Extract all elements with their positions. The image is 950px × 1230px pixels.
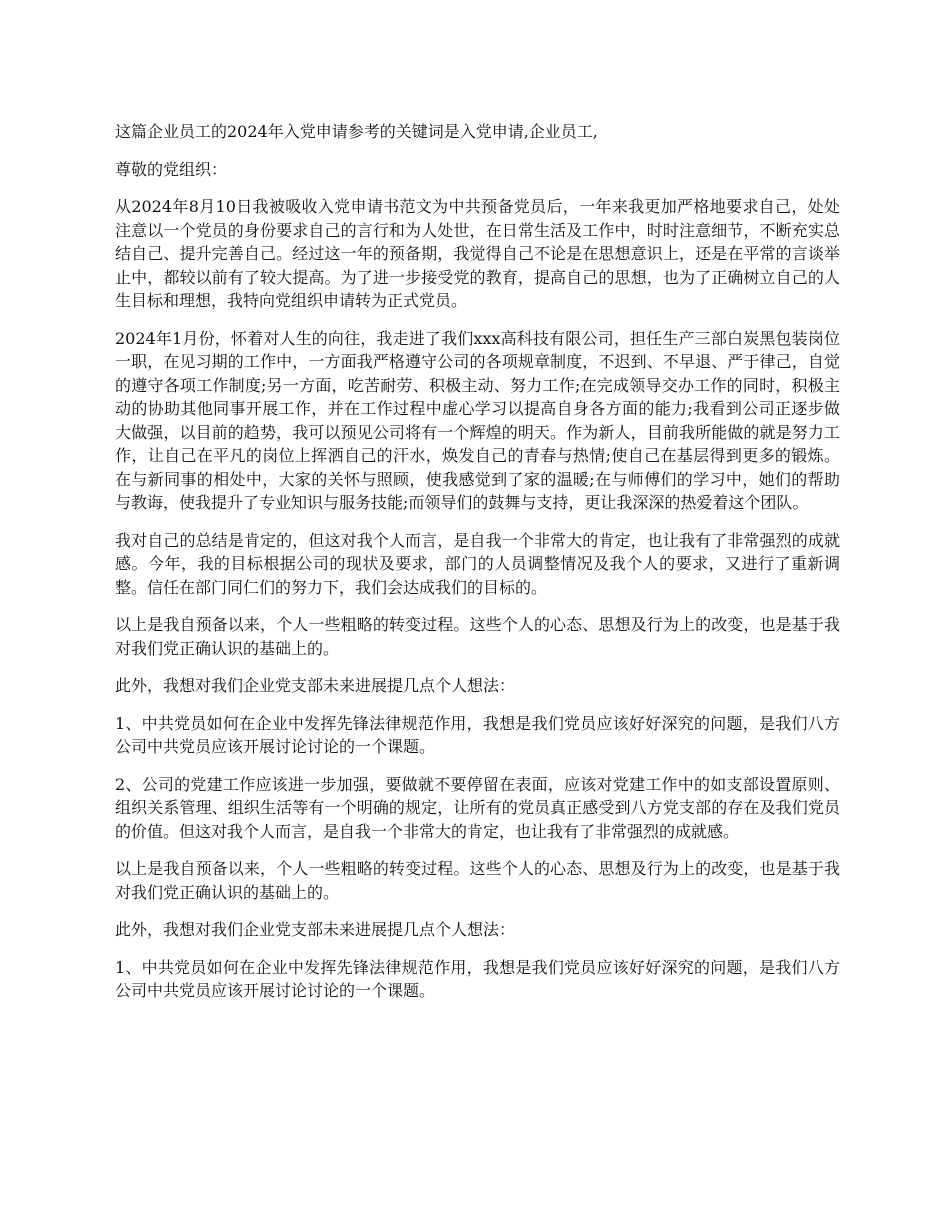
salutation: 尊敬的党组织： bbox=[115, 159, 228, 179]
body-paragraph: 2024年1月份，怀着对人生的向往，我走进了我们xxx高科技有限公司，担任生产三部白炭黑包装岗位一职，在见习期的工作中，一方面我严格遵守公司的各项规章制度，不迟到、不早退、严于律己，自觉的遵守各项工作制度;另一方面，吃苦耐劳、积极主动、努力工作;在完成领导交办工作的同时，积极主动的协助其他同事开展工作，并在工作过程中虚心学习以提高自身各方面的能力;我看到公司正逐步做大做强，以目前的趋势，我可以预见公司将有一个辉煌的明天。作为新人，目前我所能做的就是努力工作，让自己在平凡的岗位上挥洒自己的汗水，焕发自己的青春与热情;使自己在基层得到更多的锻炼。在与新同事的相处中，大家的关怀与照顾，使我感觉到了家的温暖;在与师傅们的学习中，她们的帮助与教诲，使我提升了专业知识与服务技能;而领导们的鼓舞与支持，更让我深深的热爱着这个团队。 bbox=[115, 328, 840, 512]
body-paragraph: 我对自己的总结是肯定的，但这对我个人而言，是自我一个非常大的肯定，也让我有了非常强烈的成就感。今年，我的目标根据公司的现状及要求，部门的人员调整情况及我个人的要求，又进行了重新调整。信任在部门同仁们的努力下，我们会达成我们的目标的。 bbox=[115, 530, 840, 597]
intro-keywords: 这篇企业员工的2024年入党申请参考的关键词是入党申请,企业员工, bbox=[115, 122, 598, 141]
list-item: 2、公司的党建工作应该进一步加强，要做就不要停留在表面，应该对党建工作中的如支部设置原则、组织关系管理、组织生活等有一个明确的规定，让所有的党员真正感受到八方党支部的存在及我们党员的价值。但这对我个人而言，是自我一个非常大的肯定，也让我有了非常强烈的成就感。 bbox=[115, 774, 840, 841]
body-paragraph: 从2024年8月10日我被吸收入党申请书范文为中共预备党员后，一年来我更加严格地要求自己，处处注意以一个党员的身份要求自己的言行和为人处世，在日常生活及工作中，时时注意细节，不断充实总结自己、提升完善自己。经过这一年的预备期，我觉得自己不论是在思想意识上，还是在平常的言谈举止中，都较以前有了较大提高。为了进一步接受党的教育，提高自己的思想，也为了正确树立自己的人生目标和理想，我特向党组织申请转为正式党员。 bbox=[115, 197, 840, 310]
list-item: 1、中共党员如何在企业中发挥先锋法律规范作用，我想是我们党员应该好好深究的问题，是我们八方公司中共党员应该开展讨论讨论的一个课题。 bbox=[115, 957, 840, 1000]
body-paragraph: 此外，我想对我们企业党支部未来进展提几点个人想法： bbox=[115, 676, 516, 695]
body-paragraph: 以上是我自预备以来，个人一些粗略的转变过程。这些个人的心态、思想及行为上的改变，也是基于我对我们党正确认识的基础上的。 bbox=[115, 615, 840, 658]
body-paragraph: 以上是我自预备以来，个人一些粗略的转变过程。这些个人的心态、思想及行为上的改变，也是基于我对我们党正确认识的基础上的。 bbox=[115, 859, 840, 902]
list-item: 1、中共党员如何在企业中发挥先锋法律规范作用，我想是我们党员应该好好深究的问题，是我们八方公司中共党员应该开展讨论讨论的一个课题。 bbox=[115, 713, 840, 756]
document-page bbox=[115, 120, 840, 1017]
body-paragraph: 此外，我想对我们企业党支部未来进展提几点个人想法： bbox=[115, 920, 516, 939]
